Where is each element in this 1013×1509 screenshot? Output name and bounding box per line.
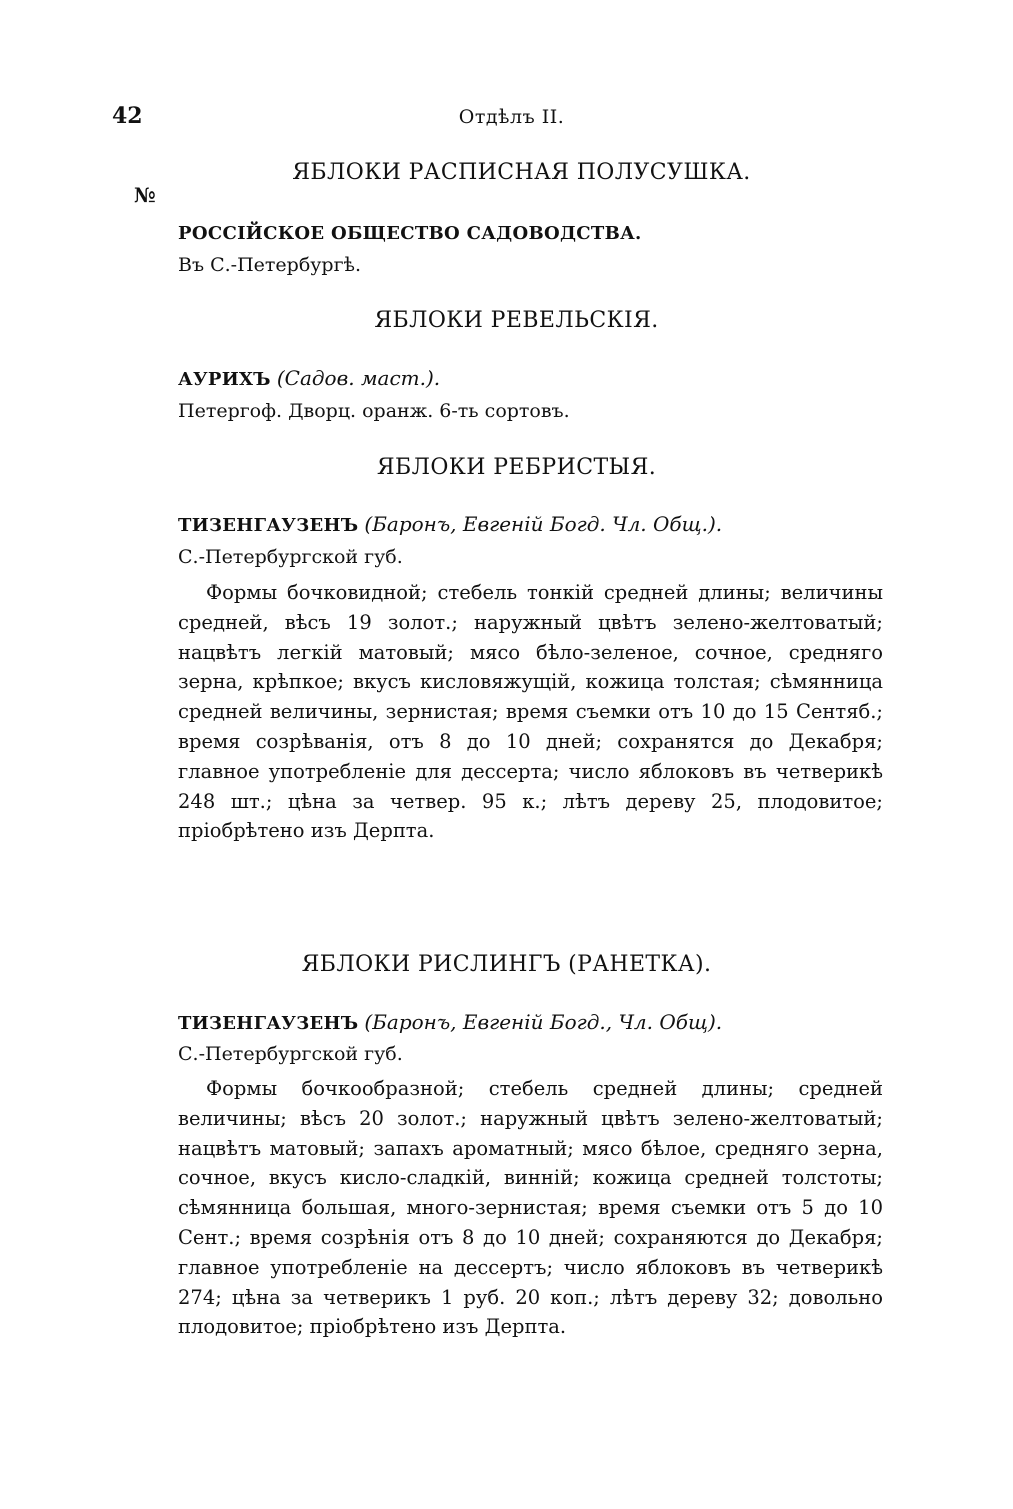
entry-owner-detail: (Баронъ, Евгеній Богд., Чл. Общ).	[364, 1010, 723, 1034]
entry-title: ЯБЛОКИ РИСЛИНГЪ (РАНЕТКА).	[301, 952, 712, 977]
entry-owner-detail: (Садов. маст.).	[276, 366, 441, 390]
running-title: Отдѣлъ II.	[458, 106, 565, 128]
entry-owner: АУРИХЪ	[178, 369, 271, 390]
entry-title: ЯБЛОКИ РАСПИСНАЯ ПОЛУСУШКА.	[292, 160, 751, 185]
entry-owner-detail: (Баронъ, Евгеній Богд. Чл. Общ.).	[364, 512, 723, 536]
entry-title: ЯБЛОКИ РЕВЕЛЬСКІЯ.	[374, 308, 659, 333]
entry-title: ЯБЛОКИ РЕБРИСТЫЯ.	[376, 455, 657, 480]
page-number: 42	[112, 103, 143, 129]
number-sign: №	[134, 183, 156, 207]
entry-description: Формы бочкообразной; стебель средней длины; средней величины; вѣсъ 20 золот.; наружный цвѣтъ зелено-желтоватый; нацвѣтъ матовый; запахъ ароматный; мясо бѣлое, средняго зерна, сочное, вкусъ кисло-сладкій, винній; кожица средней толстоты; сѣмянница большая, много-зернистая; время съемки отъ 5 до 10 Сент.; время созрѣнія отъ 8 до 10 дней; сохраняются до Декабря; главное употребленіе на дессертъ; число яблоковъ въ четверикѣ 274; цѣна за четверикъ 1 руб. 20 коп.; лѣтъ дереву 32; довольно плодовитое; пріобрѣтено изъ Дерпта.	[178, 1077, 883, 1339]
entry-owner-line	[178, 512, 722, 536]
entry-location: Петергоф. Дворц. оранж. 6-ть сортовъ.	[178, 400, 570, 422]
entry-location: С.-Петербургской губ.	[178, 1043, 403, 1065]
entry-owner: ТИЗЕНГАУЗЕНЪ	[178, 515, 359, 536]
entry-owner-line	[178, 222, 642, 244]
entry-owner: РОССІЙСКОЕ ОБЩЕСТВО САДОВОДСТВА.	[178, 223, 642, 244]
entry-location: Въ С.-Петербургѣ.	[178, 254, 362, 276]
entry-owner: ТИЗЕНГАУЗЕНЪ	[178, 1013, 359, 1034]
entry-description: Формы бочковидной; стебель тонкій средней длины; величины средней, вѣсъ 19 золот.; наружный цвѣтъ зелено-желтоватый; нацвѣтъ легкій матовый; мясо бѣло-зеленое, сочное, средняго зерна, крѣпкое; вкусъ кисловяжущій, кожица толстая; сѣмянница средней величины, зернистая; время съемки отъ 10 до 15 Сентяб.; время созрѣванія, отъ 8 до 10 дней; сохранятся до Декабря; главное употребленіе для дессерта; число яблоковъ въ четверикѣ 248 шт.; цѣна за четвер. 95 к.; лѣтъ дереву 25, плодовитое; пріобрѣтено изъ Дерпта.	[178, 581, 883, 843]
entry-owner-line	[178, 1010, 722, 1034]
entry-location: С.-Петербургской губ.	[178, 546, 403, 568]
entry-owner-line	[178, 366, 440, 390]
